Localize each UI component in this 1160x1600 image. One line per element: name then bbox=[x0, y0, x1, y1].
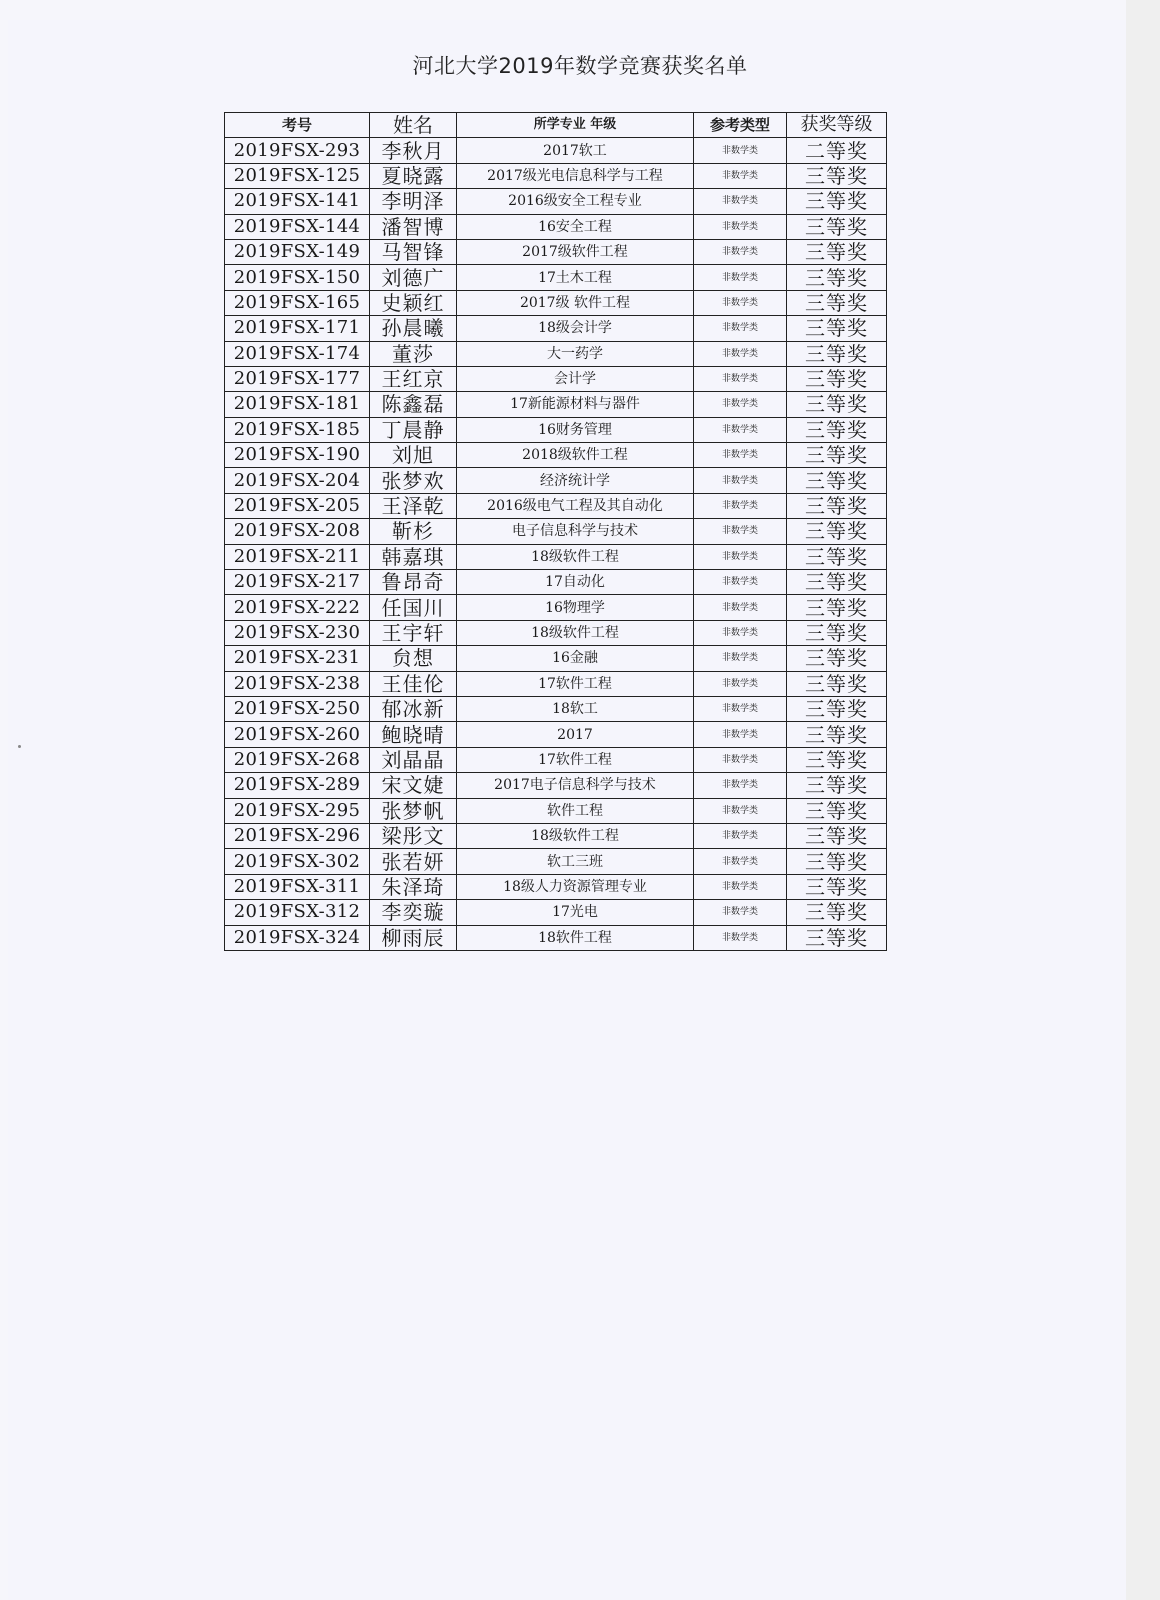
cell-major: 18软工 bbox=[457, 696, 694, 721]
page-title: 河北大学2019年数学竞赛获奖名单 bbox=[412, 54, 748, 78]
cell-name: 刘德广 bbox=[370, 265, 457, 290]
table-row bbox=[225, 696, 887, 721]
cell-id: 2019FSX-260 bbox=[225, 722, 370, 747]
cell-name: 王宇轩 bbox=[370, 620, 457, 645]
table-row bbox=[225, 849, 887, 874]
cell-id: 2019FSX-150 bbox=[225, 265, 370, 290]
header-id: 考号 bbox=[225, 113, 370, 138]
table-row bbox=[225, 671, 887, 696]
cell-name: 史颖红 bbox=[370, 290, 457, 315]
table-row bbox=[225, 773, 887, 798]
cell-award: 三等奖 bbox=[787, 722, 887, 747]
cell-major: 18级人力资源管理专业 bbox=[457, 874, 694, 899]
table-row bbox=[225, 519, 887, 544]
cell-id: 2019FSX-295 bbox=[225, 798, 370, 823]
cell-name: 夏晓露 bbox=[370, 163, 457, 188]
cell-award: 三等奖 bbox=[787, 823, 887, 848]
cell-type: 非数学类 bbox=[694, 493, 787, 518]
cell-type: 非数学类 bbox=[694, 189, 787, 214]
cell-major: 18级会计学 bbox=[457, 316, 694, 341]
cell-type: 非数学类 bbox=[694, 595, 787, 620]
cell-id: 2019FSX-149 bbox=[225, 239, 370, 264]
cell-type: 非数学类 bbox=[694, 671, 787, 696]
table-row bbox=[225, 189, 887, 214]
cell-name: 张梦欢 bbox=[370, 468, 457, 493]
cell-major: 2017级 软件工程 bbox=[457, 290, 694, 315]
table-row bbox=[225, 925, 887, 950]
cell-major: 17新能源材料与器件 bbox=[457, 392, 694, 417]
cell-id: 2019FSX-324 bbox=[225, 925, 370, 950]
table-row bbox=[225, 341, 887, 366]
cell-id: 2019FSX-302 bbox=[225, 849, 370, 874]
cell-major: 经济统计学 bbox=[457, 468, 694, 493]
cell-award: 三等奖 bbox=[787, 189, 887, 214]
cell-major: 18软件工程 bbox=[457, 925, 694, 950]
cell-type: 非数学类 bbox=[694, 798, 787, 823]
cell-id: 2019FSX-238 bbox=[225, 671, 370, 696]
cell-award: 三等奖 bbox=[787, 163, 887, 188]
cell-award: 三等奖 bbox=[787, 468, 887, 493]
cell-id: 2019FSX-312 bbox=[225, 900, 370, 925]
table-row bbox=[225, 747, 887, 772]
cell-award: 三等奖 bbox=[787, 925, 887, 950]
cell-id: 2019FSX-211 bbox=[225, 544, 370, 569]
cell-type: 非数学类 bbox=[694, 163, 787, 188]
table-row bbox=[225, 392, 887, 417]
cell-major: 18级软件工程 bbox=[457, 823, 694, 848]
cell-major: 2017级光电信息科学与工程 bbox=[457, 163, 694, 188]
cell-major: 16财务管理 bbox=[457, 417, 694, 442]
cell-id: 2019FSX-208 bbox=[225, 519, 370, 544]
table-row bbox=[225, 239, 887, 264]
cell-type: 非数学类 bbox=[694, 392, 787, 417]
cell-type: 非数学类 bbox=[694, 316, 787, 341]
header-major: 所学专业 年级 bbox=[457, 113, 694, 138]
cell-award: 三等奖 bbox=[787, 493, 887, 518]
cell-name: 孙晨曦 bbox=[370, 316, 457, 341]
cell-award: 三等奖 bbox=[787, 570, 887, 595]
table-row bbox=[225, 900, 887, 925]
cell-award: 三等奖 bbox=[787, 671, 887, 696]
table-row bbox=[225, 544, 887, 569]
header-award: 获奖等级 bbox=[787, 113, 887, 138]
cell-name: 马智锋 bbox=[370, 239, 457, 264]
cell-award: 三等奖 bbox=[787, 519, 887, 544]
cell-award: 三等奖 bbox=[787, 316, 887, 341]
cell-award: 三等奖 bbox=[787, 392, 887, 417]
cell-award: 二等奖 bbox=[787, 138, 887, 163]
cell-id: 2019FSX-311 bbox=[225, 874, 370, 899]
table-row bbox=[225, 366, 887, 391]
cell-award: 三等奖 bbox=[787, 696, 887, 721]
cell-award: 三等奖 bbox=[787, 747, 887, 772]
cell-award: 三等奖 bbox=[787, 874, 887, 899]
cell-id: 2019FSX-217 bbox=[225, 570, 370, 595]
header-name: 姓名 bbox=[370, 113, 457, 138]
cell-id: 2019FSX-171 bbox=[225, 316, 370, 341]
cell-major: 软件工程 bbox=[457, 798, 694, 823]
cell-id: 2019FSX-181 bbox=[225, 392, 370, 417]
cell-name: 韩嘉琪 bbox=[370, 544, 457, 569]
cell-name: 朱泽琦 bbox=[370, 874, 457, 899]
cell-type: 非数学类 bbox=[694, 900, 787, 925]
cell-major: 2016级安全工程专业 bbox=[457, 189, 694, 214]
cell-type: 非数学类 bbox=[694, 874, 787, 899]
cell-name: 靳杉 bbox=[370, 519, 457, 544]
cell-award: 三等奖 bbox=[787, 773, 887, 798]
cell-type: 非数学类 bbox=[694, 570, 787, 595]
cell-award: 三等奖 bbox=[787, 341, 887, 366]
cell-type: 非数学类 bbox=[694, 620, 787, 645]
cell-major: 2017级软件工程 bbox=[457, 239, 694, 264]
cell-type: 非数学类 bbox=[694, 443, 787, 468]
cell-major: 2017电子信息科学与技术 bbox=[457, 773, 694, 798]
table-row bbox=[225, 214, 887, 239]
cell-type: 非数学类 bbox=[694, 823, 787, 848]
cell-type: 非数学类 bbox=[694, 773, 787, 798]
table-row bbox=[225, 163, 887, 188]
cell-type: 非数学类 bbox=[694, 722, 787, 747]
cell-type: 非数学类 bbox=[694, 265, 787, 290]
cell-id: 2019FSX-204 bbox=[225, 468, 370, 493]
cell-type: 非数学类 bbox=[694, 138, 787, 163]
cell-type: 非数学类 bbox=[694, 925, 787, 950]
cell-type: 非数学类 bbox=[694, 341, 787, 366]
table-row bbox=[225, 595, 887, 620]
cell-name: 张若妍 bbox=[370, 849, 457, 874]
cell-name: 鲁昂奇 bbox=[370, 570, 457, 595]
cell-type: 非数学类 bbox=[694, 468, 787, 493]
cell-award: 三等奖 bbox=[787, 544, 887, 569]
cell-id: 2019FSX-165 bbox=[225, 290, 370, 315]
table-row bbox=[225, 493, 887, 518]
header-type: 参考类型 bbox=[694, 113, 787, 138]
table-row bbox=[225, 570, 887, 595]
table-row bbox=[225, 874, 887, 899]
cell-major: 2017软工 bbox=[457, 138, 694, 163]
cell-major: 2017 bbox=[457, 722, 694, 747]
cell-id: 2019FSX-185 bbox=[225, 417, 370, 442]
cell-name: 丁晨静 bbox=[370, 417, 457, 442]
cell-name: 鲍晓晴 bbox=[370, 722, 457, 747]
cell-award: 三等奖 bbox=[787, 239, 887, 264]
table-row bbox=[225, 417, 887, 442]
table-row bbox=[225, 316, 887, 341]
cell-award: 三等奖 bbox=[787, 443, 887, 468]
table-row bbox=[225, 468, 887, 493]
cell-major: 16金融 bbox=[457, 646, 694, 671]
cell-major: 16物理学 bbox=[457, 595, 694, 620]
cell-award: 三等奖 bbox=[787, 595, 887, 620]
cell-award: 三等奖 bbox=[787, 417, 887, 442]
cell-type: 非数学类 bbox=[694, 519, 787, 544]
cell-id: 2019FSX-125 bbox=[225, 163, 370, 188]
cell-type: 非数学类 bbox=[694, 747, 787, 772]
cell-type: 非数学类 bbox=[694, 417, 787, 442]
table-row bbox=[225, 823, 887, 848]
cell-award: 三等奖 bbox=[787, 366, 887, 391]
award-rows bbox=[225, 138, 887, 951]
cell-major: 电子信息科学与技术 bbox=[457, 519, 694, 544]
cell-id: 2019FSX-296 bbox=[225, 823, 370, 848]
cell-award: 三等奖 bbox=[787, 214, 887, 239]
cell-major: 会计学 bbox=[457, 366, 694, 391]
cell-id: 2019FSX-144 bbox=[225, 214, 370, 239]
cell-id: 2019FSX-231 bbox=[225, 646, 370, 671]
cell-type: 非数学类 bbox=[694, 544, 787, 569]
cell-name: 刘晶晶 bbox=[370, 747, 457, 772]
cell-name: 王红京 bbox=[370, 366, 457, 391]
scan-speck bbox=[18, 745, 21, 748]
cell-major: 大一药学 bbox=[457, 341, 694, 366]
table-row bbox=[225, 798, 887, 823]
cell-major: 18级软件工程 bbox=[457, 620, 694, 645]
cell-name: 张梦帆 bbox=[370, 798, 457, 823]
cell-award: 三等奖 bbox=[787, 620, 887, 645]
cell-name: 宋文婕 bbox=[370, 773, 457, 798]
cell-type: 非数学类 bbox=[694, 646, 787, 671]
cell-name: 陈鑫磊 bbox=[370, 392, 457, 417]
table-row bbox=[225, 722, 887, 747]
cell-type: 非数学类 bbox=[694, 696, 787, 721]
cell-name: 李奕璇 bbox=[370, 900, 457, 925]
table-row bbox=[225, 265, 887, 290]
award-table bbox=[224, 112, 887, 951]
cell-name: 潘智博 bbox=[370, 214, 457, 239]
cell-award: 三等奖 bbox=[787, 798, 887, 823]
scan-edge bbox=[1126, 0, 1160, 1600]
cell-id: 2019FSX-250 bbox=[225, 696, 370, 721]
cell-id: 2019FSX-222 bbox=[225, 595, 370, 620]
cell-major: 16安全工程 bbox=[457, 214, 694, 239]
cell-award: 三等奖 bbox=[787, 265, 887, 290]
cell-name: 梁彤文 bbox=[370, 823, 457, 848]
cell-name: 李秋月 bbox=[370, 138, 457, 163]
cell-id: 2019FSX-190 bbox=[225, 443, 370, 468]
cell-award: 三等奖 bbox=[787, 290, 887, 315]
table-row bbox=[225, 138, 887, 163]
cell-major: 2018级软件工程 bbox=[457, 443, 694, 468]
cell-type: 非数学类 bbox=[694, 366, 787, 391]
cell-type: 非数学类 bbox=[694, 849, 787, 874]
cell-id: 2019FSX-174 bbox=[225, 341, 370, 366]
table-row bbox=[225, 443, 887, 468]
table-row bbox=[225, 290, 887, 315]
cell-award: 三等奖 bbox=[787, 900, 887, 925]
cell-name: 贠想 bbox=[370, 646, 457, 671]
cell-award: 三等奖 bbox=[787, 646, 887, 671]
cell-award: 三等奖 bbox=[787, 849, 887, 874]
header-row bbox=[225, 113, 887, 138]
cell-name: 王佳伦 bbox=[370, 671, 457, 696]
table-row bbox=[225, 620, 887, 645]
cell-name: 任国川 bbox=[370, 595, 457, 620]
cell-major: 2016级电气工程及其自动化 bbox=[457, 493, 694, 518]
cell-name: 董莎 bbox=[370, 341, 457, 366]
cell-name: 王泽乾 bbox=[370, 493, 457, 518]
cell-id: 2019FSX-230 bbox=[225, 620, 370, 645]
cell-major: 17软件工程 bbox=[457, 671, 694, 696]
cell-id: 2019FSX-177 bbox=[225, 366, 370, 391]
cell-major: 17软件工程 bbox=[457, 747, 694, 772]
cell-type: 非数学类 bbox=[694, 239, 787, 264]
cell-name: 郁冰新 bbox=[370, 696, 457, 721]
cell-id: 2019FSX-293 bbox=[225, 138, 370, 163]
cell-name: 刘旭 bbox=[370, 443, 457, 468]
table-row bbox=[225, 646, 887, 671]
cell-id: 2019FSX-141 bbox=[225, 189, 370, 214]
cell-name: 李明泽 bbox=[370, 189, 457, 214]
cell-id: 2019FSX-205 bbox=[225, 493, 370, 518]
cell-major: 17土木工程 bbox=[457, 265, 694, 290]
cell-major: 软工三班 bbox=[457, 849, 694, 874]
cell-id: 2019FSX-268 bbox=[225, 747, 370, 772]
cell-type: 非数学类 bbox=[694, 290, 787, 315]
cell-major: 17光电 bbox=[457, 900, 694, 925]
cell-type: 非数学类 bbox=[694, 214, 787, 239]
cell-major: 18级软件工程 bbox=[457, 544, 694, 569]
cell-name: 柳雨辰 bbox=[370, 925, 457, 950]
cell-major: 17自动化 bbox=[457, 570, 694, 595]
cell-id: 2019FSX-289 bbox=[225, 773, 370, 798]
